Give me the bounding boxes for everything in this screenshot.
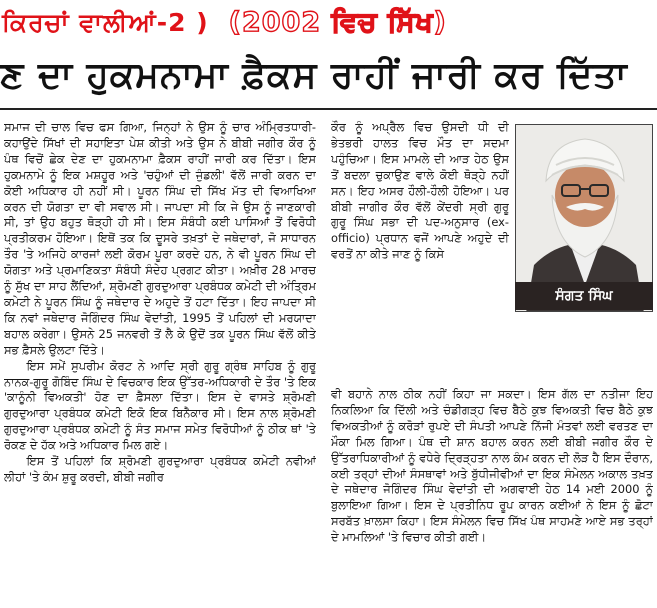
article-paragraph: ਵੀ ਬਹਾਨੇ ਨਾਲ ਠੀਕ ਨਹੀਂ ਕਿਹਾ ਜਾ ਸਕਦਾ। ਇਸ ਗੱਲ ਦਾ ਨਤੀਜਾ ਇਹ ਨਿਕਲਿਆ ਕਿ ਦਿੱਲੀ ਅਤੇ ਚੰਡੀਗੜ੍ਹ ਵਿਚ ਬੈਠੇ ਕੁਝ ਵਿਅਕਤੀ ਵਿਚ ਬੈਠੇ ਕੁਝ ਵਿਅਕਤੀਆਂ ਨੂੰ ਕਰੋੜਾਂ ਰੁਪਏ ਦੀ ਸੰਪਤੀ ਆਪਣੇ ਨਿੱਜੀ ਮੰਤਵਾਂ ਲਈ ਵਰਤਣ ਦਾ ਮੌਕਾ ਮਿਲ ਗਿਆ। ਪੰਥ ਦੀ ਸ਼ਾਨ ਬਹਾਲ ਕਰਨ ਲਈ ਬੀਬੀ ਜਗੀਰ ਕੌਰ ਦੇ ਉੱਤਰਾਧਿਕਾਰੀਆਂ ਨੂੰ ਵਧੇਰੇ ਦ੍ਰਿੜ੍ਹਤਾ ਨਾਲ ਕੰਮ ਕਰਨ ਦੀ ਲੋੜ ਹੈ ਇਸ ਦੌਰਾਨ, ਕਈ ਤਰ੍ਹਾਂ ਦੀਆਂ ਸੰਸਥਾਵਾਂ ਅਤੇ ਬੁੱਧੀਜੀਵੀਆਂ ਦਾ ਇਕ ਸੰਮੇਲਨ ਅਕਾਲ ਤਖ਼ਤ ਦੇ ਜਥੇਦਾਰ ਜੋਗਿੰਦਰ ਸਿੰਘ ਵੇਦਾਂਤੀ ਦੀ ਅਗਵਾਈ ਹੇਠ 14 ਮਈ 2000 ਨੂੰ ਬੁਲਾਇਆ ਗਿਆ। ਇਸ ਦੇ ਪ੍ਰਤੀਨਿਧ ਰੂਪ ਕਾਰਨ ਕਈਆਂ ਨੇ ਇਸ ਨੂੰ ਛੋਟਾ ਸਰਬੱਤ ਖ਼ਾਲਸਾ ਕਿਹਾ। ਇਸ ਸੰਮੇਲਨ ਵਿਚ ਸਿੱਖ ਪੰਥ ਸਾਹਮਣੇ ਆਏ ਸਭ ਤਰ੍ਹਾਂ ਦੇ ਮਾਮਲਿਆਂ 'ਤੇ ਵਿਚਾਰ ਕੀਤੀ ਗਈ। (331, 387, 653, 545)
series-kicker (0, 0, 657, 45)
article-paragraph: ਕੌਰ ਨੂੰ ਅਪ੍ਰੈਲ ਵਿਚ ਉਸਦੀ ਧੀ ਦੀ ਭੇਤਭਰੀ ਹਾਲਤ ਵਿਚ ਮੌਤ ਦਾ ਸਦਮਾ ਪਹੁੰਚਿਆ। ਇਸ ਮਾਮਲੇ ਦੀ ਆੜ ਹੇਠ ਉਸ ਤੋਂ ਬਦਲਾ ਚੁਕਾਉਣ ਵਾਲੇ ਕੋਈ ਥੋੜ੍ਹੇ ਨਹੀਂ ਸਨ। ਇਹ ਅਸਰ ਹੌਲੀ-ਹੌਲੀ ਹੋਇਆ। ਪਰ ਬੀਬੀ ਜਾਗੀਰ ਕੌਰ ਵੱਲੋਂ ਕੇਂਦਰੀ ਸ੍ਰੀ ਗੁਰੂ ਗੁਰੂ ਸਿੰਘ ਸਭਾ ਦੀ ਪਦ-ਅਨੁਸਾਰ (ex-officio) ਪ੍ਰਧਾਨ ਵਜੋਂ ਆਪਣੇ ਅਹੁਦੇ ਦੀ ਵਰਤੋਂ ਨਾ ਕੀਤੇ ਜਾਣ ਨੂੰ ਕਿਸੇ (331, 120, 509, 262)
article-column-right-top (331, 120, 509, 385)
article-column-left (4, 120, 316, 604)
article-paragraph: ਇਸ ਤੋਂ ਪਹਿਲਾਂ ਕਿ ਸ਼੍ਰੋਮਣੀ ਗੁਰਦੁਆਰਾ ਪ੍ਰਬੰਧਕ ਕਮੇਟੀ ਨਵੀਆਂ ਲੀਹਾਂ 'ਤੇ ਕੰਮ ਸ਼ੁਰੂ ਕਰਦੀ, ਬੀਬੀ ਜਗੀਰ (4, 454, 316, 484)
article-paragraph: ਇਸ ਸਮੇਂ ਸੁਪਰੀਮ ਕੋਰਟ ਨੇ ਆਦਿ ਸ੍ਰੀ ਗੁਰੂ ਗ੍ਰੰਥ ਸਾਹਿਬ ਨੂੰ ਗੁਰੂ ਨਾਨਕ-ਗੁਰੂ ਗੋਬਿੰਦ ਸਿੰਘ ਦੇ ਵਿਚਕਾਰ ਇਕ ਉੱਤਰ-ਅਧਿਕਾਰੀ ਦੇ ਤੌਰ 'ਤੇ ਇਕ 'ਕਾਨੂੰਨੀ ਵਿਅਕਤੀ' ਹੋਣ ਦਾ ਫ਼ੈਸਲਾ ਦਿੱਤਾ। ਇਸ ਦੇ ਵਾਸਤੇ ਸ਼੍ਰੋਮਣੀ ਗੁਰਦੁਆਰਾ ਪ੍ਰਬੰਧਕ ਕਮੇਟੀ ਇਕੋ ਇਕ ਬਿਨੈਕਾਰ ਸੀ। ਇਸ ਨਾਲ ਸ਼੍ਰੋਮਣੀ ਗੁਰਦੁਆਰਾ ਪ੍ਰਬੰਧਕ ਕਮੇਟੀ ਨੂੰ ਸੰਤ ਸਮਾਜ ਸਮੇਤ ਵਿਰੋਧੀਆਂ ਨੂੰ ਠੀਕ ਥਾਂ 'ਤੇ ਰੋਕਣ ਦੇ ਹੱਕ ਅਤੇ ਅਧਿਕਾਰ ਮਿਲ ਗਏ। (4, 358, 316, 453)
series-year-label: (2002 ਵਿਚ ਸਿੱਖ) (228, 6, 447, 38)
series-title: ਕਿਰਚਾਂ ਵਾਲੀਆਂ-2 ) (2, 7, 209, 37)
headline-divider (0, 108, 657, 110)
photo-caption: ਸੰਗਤ ਸਿੰਘ (515, 282, 653, 310)
article-headline: ਣ ਦਾ ਹੁਕਮਨਾਮਾ ਫ਼ੈਕਸ ਰਾਹੀਂ ਜਾਰੀ ਕਰ ਦਿੱਤਾ (0, 55, 628, 96)
article-paragraph: ਸਮਾਜ ਦੀ ਚਾਲ ਵਿਚ ਫਸ ਗਿਆ, ਜਿਨ੍ਹਾਂ ਨੇ ਉਸ ਨੂੰ ਚਾਰ ਅੰਮ੍ਰਿਤਧਾਰੀ-ਕਹਾਉਂਦੇ ਸਿੱਖਾਂ ਦੀ ਸਹਾਇਤਾ ਪੇਸ਼ ਕੀਤੀ ਅਤੇ ਉਸ ਨੇ ਬੀਬੀ ਜਗੀਰ ਕੌਰ ਨੂੰ ਪੰਥ ਵਿਚੋਂ ਛੇਕ ਦੇਣ ਦਾ ਹੁਕਮਨਾਮਾ ਫ਼ੈਕਸ ਰਾਹੀਂ ਜਾਰੀ ਕਰ ਦਿੱਤਾ। ਇਸ ਹੁਕਮਨਾਮੇ ਨੂੰ ਇਕ ਮਸ਼ਹੂਰ ਅਤੇ 'ਚਹੁੰਆਂ ਦੀ ਜੁੰਡਲੀ' ਵੱਲੋਂ ਜਾਰੀ ਕਰਨ ਦਾ ਕੋਈ ਅਧਿਕਾਰ ਹੀ ਨਹੀਂ ਸੀ। ਪੂਰਨ ਸਿੰਘ ਦੀ ਸਿੱਖ ਮੱਤ ਦੀ ਵਿਆਖਿਆ ਕਰਨ ਦੀ ਯੋਗਤਾ ਦਾ ਵੀ ਸਵਾਲ ਸੀ। ਜਾਪਦਾ ਸੀ ਕਿ ਜੇ ਉਸ ਨੂੰ ਜਾਣਕਾਰੀ ਸੀ, ਤਾਂ ਉਹ ਬਹੁਤ ਥੋੜ੍ਹੀ ਹੀ ਸੀ। ਇਸ ਸੰਬੰਧੀ ਕਈ ਪਾਸਿਆਂ ਤੋਂ ਵਿਰੋਧੀ ਪ੍ਰਤੀਕਰਮ ਹੋਇਆ। ਇਥੋਂ ਤਕ ਕਿ ਦੂਸਰੇ ਤਖ਼ਤਾਂ ਦੇ ਜਥੇਦਾਰਾਂ, ਜੋ ਸਾਧਾਰਨ ਤੌਰ 'ਤੇ ਅਜਿਹੇ ਕਾਰਜਾਂ ਲਈ ਕੋਰਮ ਪੂਰਾ ਕਰਦੇ ਹਨ, ਨੇ ਵੀ ਪੂਰਨ ਸਿੰਘ ਦੀ ਯੋਗਤਾ ਅਤੇ ਪ੍ਰਮਾਣਿਕਤਾ ਸੰਬੰਧੀ ਸੰਦੇਹ ਪ੍ਰਗਟ ਕੀਤਾ। ਅਖ਼ੀਰ 28 ਮਾਰਚ ਨੂੰ ਸੁੱਖ ਦਾ ਸਾਹ ਲੈਂਦਿਆਂ, ਸ਼੍ਰੋਮਣੀ ਗੁਰਦੁਆਰਾ ਪ੍ਰਬੰਧਕ ਕਮੇਟੀ ਦੀ ਅੰਤ੍ਰਿਮ ਕਮੇਟੀ ਨੇ ਪੂਰਨ ਸਿੰਘ ਨੂੰ ਜਥੇਦਾਰ ਦੇ ਅਹੁਦੇ ਤੋਂ ਹਟਾ ਦਿੱਤਾ। ਇਹ ਜਾਪਦਾ ਸੀ ਕਿ ਨਵਾਂ ਜਥੇਦਾਰ ਜੋਗਿੰਦਰ ਸਿੰਘ ਵੇਦਾਂਤੀ, 1995 ਤੋਂ ਪਹਿਲਾਂ ਦੀ ਮਰਯਾਦਾ ਬਹਾਲ ਕਰੇਗਾ। ਉਸਨੇ 25 ਜਨਵਰੀ ਤੋਂ ਲੈ ਕੇ ਉਦੋਂ ਤਕ ਪੂਰਨ ਸਿੰਘ ਵੱਲੋਂ ਕੀਤੇ ਸਭ ਫ਼ੈਸਲੇ ਉਲਟਾ ਦਿੱਤੇ। (4, 120, 316, 357)
article-column-right-bottom (331, 387, 653, 605)
